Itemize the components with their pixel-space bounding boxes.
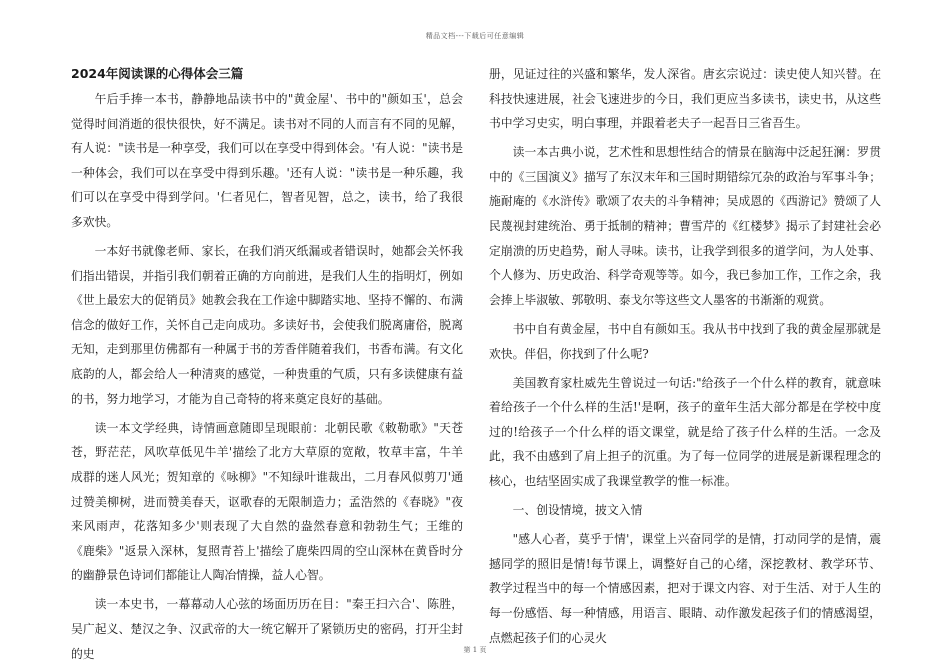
paragraph: 读一本文学经典，诗情画意随即呈现眼前：北朝民歌《敕勒歌》"天苍苍，野茫茫，风吹草低见牛羊'描绘了北方大草原的宽敞，牧草丰富，牛羊成群的迷人风光；贺知章的《咏柳》"不知绿叶谁裁出，二月春风似剪刀'通过赞美柳树，进而赞美春天，讴歌春的无限制造力；孟浩然的《春晓》"夜来风雨声，花落知多少'则表现了大自然的盎然春意和勃勃生气；王维的《鹿柴》"返景入深林，复照青苔上'描绘了鹿柴四周的空山深林在黄昏时分的幽静景色诗词们都能让人陶冶情操，益人心智。 (71, 420, 463, 583)
section-heading: 一、创设情境，披文入情 (512, 503, 643, 518)
left-column (71, 62, 463, 671)
paragraph: 午后手捧一本书，静静地品读书中的"黄金屋'、书中的"颜如玉'，总会觉得时间消逝的很快很快，好不满足。读书对不同的人而言有不同的见解，有人说："读书是一种享受，我们可以在享受中得到体会。'有人说："读书是一种体会，我们可以在享受中得到乐趣。'还有人说："读书是一种乐趣，我们可以在享受中得到学问。'仁者见仁，智者见智，总之，读书，给了我很多欢快。 (71, 92, 463, 229)
paragraph: 读一本史书，一幕幕动人心弦的场面历历在目："秦王扫六合'、陈胜，吴广起义、楚汉之争、汉武帝的大一统它解开了紧锁历史的密码，打开尘封的史 (71, 597, 463, 661)
paragraph: 美国教育家杜威先生曾说过一句话:"给孩子一个什么样的教育，就意味着给孩子一个什么样的生活!'是啊，孩子的童年生活大部分都是在学校中度过的!给孩子一个什么样的语文课堂，就是给了孩子什么样的生活。一念及此，我不由感到了肩上担子的沉重。为了每一位同学的进展是新课程理念的核心，也结坚固实成了我课堂教学的惟一标准。 (489, 375, 881, 488)
document-title: 2024年阅读课的心得体会三篇 (71, 66, 244, 81)
paragraph: 书中自有黄金屋，书中自有颜如玉。我从书中找到了我的黄金屋那就是欢快。伴侣，你找到了什么呢? (489, 321, 881, 361)
right-column (489, 62, 881, 655)
paragraph: "感人心者，莫乎于情'，课堂上兴奋同学的是情，打动同学的是情，震撼同学的照旧是情!每节课上，调整好自己的心绪，深挖教材、教学环节、教学过程当中的每一个情感因素，把对于课文内容、对于生活、对于人生的每一份感悟、每一种情感，用语言、眼睛、动作激发起孩子们的情感渴望，点燃起孩子们的心灵火 (489, 532, 881, 645)
page-header: 精品文档---下载后可任意编辑 (425, 32, 525, 40)
paragraph: 读一本古典小说，艺术性和思想性结合的情景在脑海中泛起狂澜：罗贯中的《三国演义》描写了东汉末年和三国时期错综冗杂的政治与军事斗争；施耐庵的《水浒传》歌颂了农夫的斗争精神；吴成恩的《西游记》赞颂了人民蔑视封建统治、勇于抵制的精神；曹雪芹的《红楼梦》揭示了封建社会必定崩溃的历史趋势，耐人寻味。读书，让我学到很多的道学问，为人处事、个人修为、历史政治、科学奇观等等。如今，我已参加工作，工作之余，我会捧上毕淑敏、郭敬明、泰戈尔等这些文人墨客的书渐渐的观赏。 (489, 145, 881, 307)
paragraph: 一本好书就像老师、家长，在我们消灭纸漏或者错误时，她都会关怀我们指出错误，并指引我们朝着正确的方向前进，是我们人生的指明灯，例如《世上最宏大的促销员》她教会我在工作途中脚踏实地、坚持不懈的、布满信念的做好工作，关怀自己走向成功。多读好书，会使我们脱离庸俗，脱离无知，走到那里仿佛都有一种属于书的芳香伴随着我们，书香布满。有文化底韵的人，都会给人一种清爽的感觉，一种贵重的气质，只有多读健康有益的书，努力地学习，才能为自己奇特的将来奠定良好的基础。 (71, 244, 463, 406)
page-number: 第 1 页 (463, 646, 487, 654)
paragraph-continued: 册，见证过往的兴盛和繁华，发人深省。唐玄宗说过：读史使人知兴替。在科技快速进展，社会飞速进步的今日，我们更应当多读书，读史书，从这些书中学习史实，明白事理，并跟着老夫子一起吾日三省吾生。 (489, 67, 881, 131)
